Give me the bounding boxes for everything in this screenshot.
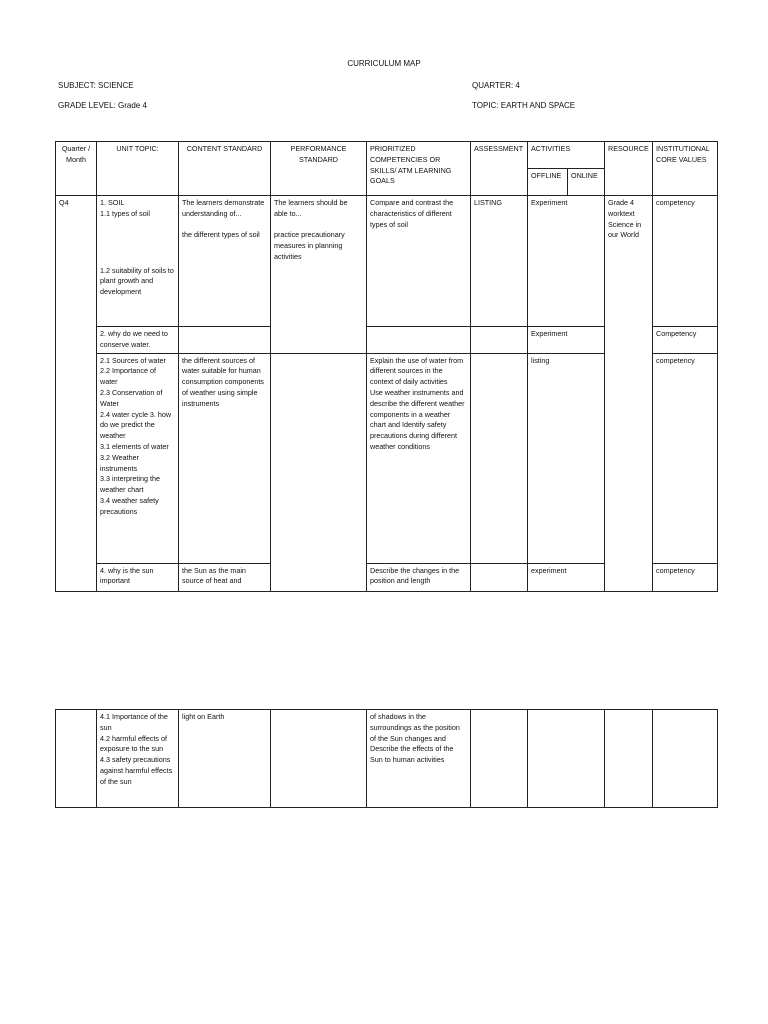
cell-unit-topic: 2. why do we need to conserve water. <box>97 327 179 354</box>
header-institutional-core-values: INSTITUTIONAL CORE VALUES <box>653 142 718 196</box>
cell-content-standard <box>179 327 271 354</box>
cell-content-standard: The learners demonstrate understanding of... the different types of soil <box>179 196 271 327</box>
topic-label: TOPIC: EARTH AND SPACE <box>472 101 576 110</box>
cell-unit-topic <box>97 196 179 327</box>
cell-competency: Describe the changes in the position and length <box>367 563 471 591</box>
cell-content-standard: light on Earth <box>179 710 271 808</box>
cell-content-standard: the Sun as the main source of heat and <box>179 563 271 591</box>
cell-competency: Compare and contrast the characteristics of different types of soil <box>367 196 471 327</box>
table-header-row <box>56 142 718 169</box>
cell-assessment <box>471 710 528 808</box>
cell-assessment <box>471 327 528 354</box>
document-title: CURRICULUM MAP <box>347 59 421 68</box>
cell-unit-topic: 4.1 Importance of the sun 4.2 harmful effects of exposure to the sun 4.3 safety precautions against harmful effects of the sun <box>97 710 179 808</box>
cell-assessment <box>471 353 528 563</box>
header-content-standard: CONTENT STANDARD <box>179 142 271 196</box>
header-performance-standard: PERFORMANCE STANDARD <box>271 142 367 196</box>
cell-resource <box>605 710 653 808</box>
cell-activity: experiment <box>528 563 605 591</box>
quarter-label: QUARTER: 4 <box>472 81 520 90</box>
cell-values: Competency <box>653 327 718 354</box>
grade-level-label: GRADE LEVEL: Grade 4 <box>58 101 147 110</box>
cell-activity: Experiment <box>528 196 605 327</box>
cell-competency: of shadows in the surroundings as the position of the Sun changes and Describe the effects of the Sun to human activities <box>367 710 471 808</box>
cell-performance-standard <box>271 710 367 808</box>
cell-values: competency <box>653 563 718 591</box>
cell-performance-standard: The learners should be able to... practice precautionary measures in planning activities <box>271 196 367 354</box>
subject-label: SUBJECT: SCIENCE <box>58 81 134 90</box>
cell-activity: Experiment <box>528 327 605 354</box>
curriculum-map-table-continued <box>55 709 718 808</box>
cell-performance-standard <box>271 353 367 591</box>
header-resource: RESOURCE <box>605 142 653 196</box>
table-row <box>56 710 718 808</box>
cell-assessment: LISTING <box>471 196 528 327</box>
cell-unit-topic: 4. why is the sun important <box>97 563 179 591</box>
table-row <box>56 196 718 327</box>
cell-values: competency <box>653 196 718 327</box>
cell-competency: Explain the use of water from different sources in the context of daily activities Use weather instruments and describe the different weather components in a weather chart and Identify safety precautions during different weather conditions <box>367 353 471 563</box>
header-online: ONLINE <box>568 169 605 196</box>
cell-activity: listing <box>528 353 605 563</box>
header-prioritized-competencies: PRIORITIZED COMPETENCIES OR SKILLS/ ATM LEARNING GOALS <box>367 142 471 196</box>
cell-quarter: Q4 <box>56 196 97 592</box>
curriculum-map-table <box>55 141 718 592</box>
cell-values <box>653 710 718 808</box>
cell-quarter <box>56 710 97 808</box>
cell-content-standard: the different sources of water suitable for human consumption components of weather using simple instruments <box>179 353 271 563</box>
header-quarter-month: Quarter / Month <box>56 142 97 196</box>
cell-resource: Grade 4 worktext Science in our World <box>605 196 653 592</box>
header-activities: ACTIVITIES <box>528 142 605 169</box>
header-offline: OFFLINE <box>528 169 568 196</box>
cell-unit-topic: 2.1 Sources of water 2.2 Importance of water 2.3 Conservation of Water 2.4 water cycle 3. how do we predict the weather 3.1 elements of water 3.2 Weather instruments 3.3 interpreting the weather chart 3.4 weather safety precautions <box>97 353 179 563</box>
soil-topic-text-2: 1.2 suitability of soils to plant growth and development <box>100 265 174 297</box>
soil-topic-text: 1. SOIL 1.1 types of soil <box>100 198 150 218</box>
cell-values: competency <box>653 353 718 563</box>
header-assessment: ASSESSMENT <box>471 142 528 196</box>
cell-assessment <box>471 563 528 591</box>
cell-competency <box>367 327 471 354</box>
header-unit-topic: UNIT TOPIC: <box>97 142 179 196</box>
cell-activity <box>528 710 605 808</box>
